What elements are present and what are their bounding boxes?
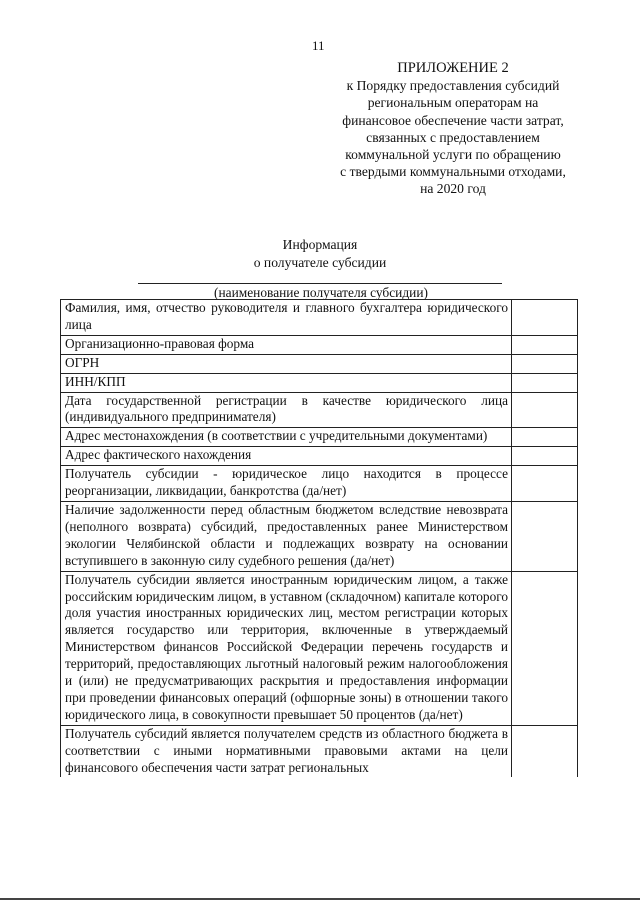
row-value-cell (512, 300, 578, 336)
row-label: Получатель субсидий является получателем средств из областного бюджета в соответствии с иными нормативными правовыми актами на цели финансового обеспечения части затрат региональных (61, 725, 512, 777)
row-label: Адрес местонахождения (в соответствии с учредительными документами) (61, 428, 512, 447)
appendix-title: ПРИЛОЖЕНИЕ 2 (397, 60, 509, 76)
row-label: Фамилия, имя, отчество руководителя и главного бухгалтера юридического лица (61, 300, 512, 336)
document-heading (190, 236, 450, 271)
table-row (61, 571, 578, 725)
recipient-name-line (138, 283, 502, 284)
page-bottom-edge (0, 898, 640, 900)
row-label: ИНН/КПП (61, 373, 512, 392)
appendix-line: связанных с предоставлением (366, 129, 540, 145)
row-label: Получатель субсидии - юридическое лицо находится в процессе реорганизации, ликвидации, банкротства (да/нет) (61, 466, 512, 502)
table-row (61, 354, 578, 373)
row-label: Получатель субсидии является иностранным юридическим лицом, а также российским юридическим лицом, в уставном (складочном) капитале которого доля участия иностранных юридических лиц, местом регистрации которых является государство или территория, включенные в утверждаемый Министерством финансов Российской Федерации перечень государств и территорий, предоставляющих льготный налоговый режим налогообложения и (или) не предусматривающих раскрытия и предоставления информации при проведении финансовых операций (офшорные зоны) в отношении такого юридического лица, в совокупности превышает 50 процентов (да/нет) (61, 571, 512, 725)
row-value-cell (512, 466, 578, 502)
appendix-line: на 2020 год (420, 181, 486, 197)
row-value-cell (512, 447, 578, 466)
row-label: Наличие задолженности перед областным бюджетом вследствие невозврата (неполного возврата) субсидий, предоставленных ранее Министерством экологии Челябинской области и подлежащих возврату на основании вступившего в законную силу судебного решения (да/нет) (61, 501, 512, 571)
row-value-cell (512, 571, 578, 725)
row-label: Организационно-правовая форма (61, 335, 512, 354)
row-value-cell (512, 725, 578, 777)
table-row (61, 392, 578, 428)
appendix-line: региональным операторам на (367, 95, 539, 111)
appendix-line: к Порядку предоставления субсидий (346, 78, 560, 94)
row-label: Дата государственной регистрации в качестве юридического лица (индивидуального предпринимателя) (61, 392, 512, 428)
row-value-cell (512, 501, 578, 571)
table-row (61, 466, 578, 502)
appendix-header (318, 60, 588, 198)
appendix-line: финансовое обеспечение части затрат, (342, 112, 564, 128)
row-value-cell (512, 335, 578, 354)
table-row (61, 501, 578, 571)
row-value-cell (512, 428, 578, 447)
row-label: Адрес фактического нахождения (61, 447, 512, 466)
appendix-line: коммунальной услуги по обращению (345, 147, 561, 163)
row-value-cell (512, 373, 578, 392)
row-value-cell (512, 354, 578, 373)
heading-subtitle: о получателе субсидии (253, 254, 387, 270)
table-row (61, 300, 578, 336)
table-row (61, 428, 578, 447)
table-row (61, 447, 578, 466)
table-row (61, 373, 578, 392)
heading-title: Информация (282, 237, 358, 252)
recipient-info-table (60, 299, 578, 777)
row-value-cell (512, 392, 578, 428)
recipient-name-caption: (наименование получателя субсидии) (214, 285, 428, 300)
table-row (61, 725, 578, 777)
row-label: ОГРН (61, 354, 512, 373)
appendix-line: с твердыми коммунальными отходами, (340, 164, 566, 180)
page-number: 11 (312, 38, 325, 53)
table-row (61, 335, 578, 354)
